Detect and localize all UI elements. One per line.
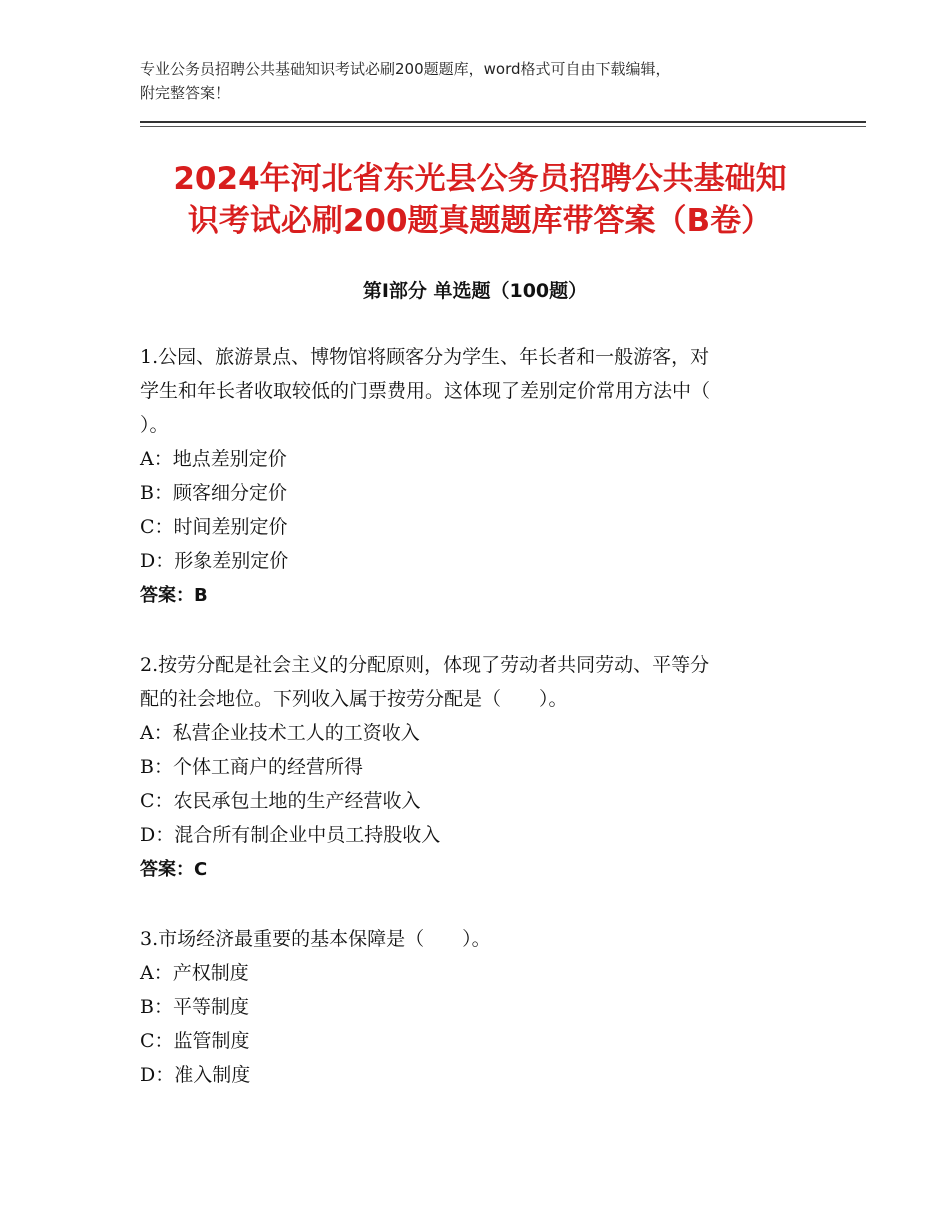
option-b: B：顾客细分定价 xyxy=(140,482,287,504)
answer-label: 答案：B xyxy=(140,585,208,606)
option-a: A：产权制度 xyxy=(140,962,249,984)
option-c: C：监管制度 xyxy=(140,1030,250,1052)
option-d: D：混合所有制企业中员工持股收入 xyxy=(140,824,441,846)
question-2 xyxy=(140,648,820,888)
question-stem-line: 3.市场经济最重要的基本保障是（ ）。 xyxy=(140,928,491,950)
option-a: A：私营企业技术工人的工资收入 xyxy=(140,722,420,744)
question-stem-line: 1.公园、旅游景点、博物馆将顾客分为学生、年长者和一般游客，对 xyxy=(140,346,710,368)
header-note xyxy=(140,57,820,105)
header-note-line-1: 专业公务员招聘公共基础知识考试必刷200题题库，word格式可自由下载编辑， xyxy=(140,60,671,78)
option-a: A：地点差别定价 xyxy=(140,448,287,470)
option-c: C：时间差别定价 xyxy=(140,516,288,538)
question-stem-line: 学生和年长者收取较低的门票费用。这体现了差别定价常用方法中（ xyxy=(140,380,711,402)
option-b: B：平等制度 xyxy=(140,996,249,1018)
header-rule-thick xyxy=(140,121,866,123)
title-line-2: 识考试必刷200题真题题库带答案（B卷） xyxy=(187,203,773,239)
title-line-1: 2024年河北省东光县公务员招聘公共基础知 xyxy=(173,161,787,197)
question-3 xyxy=(140,922,820,1092)
header-rule-thin xyxy=(140,126,866,127)
document-title xyxy=(130,158,830,242)
question-1 xyxy=(140,340,820,614)
header-note-line-2: 附完整答案！ xyxy=(140,84,231,102)
answer-label: 答案：C xyxy=(140,859,208,880)
question-stem-line: 2.按劳分配是社会主义的分配原则，体现了劳动者共同劳动、平等分 xyxy=(140,654,710,676)
option-b: B：个体工商户的经营所得 xyxy=(140,756,363,778)
option-d: D：形象差别定价 xyxy=(140,550,289,572)
question-stem-line: 配的社会地位。下列收入属于按劳分配是（ ）。 xyxy=(140,688,568,710)
option-c: C：农民承包土地的生产经营收入 xyxy=(140,790,421,812)
question-stem-line: ）。 xyxy=(140,414,169,436)
section-heading: 第Ⅰ部分 单选题（100题） xyxy=(362,280,588,302)
option-d: D：准入制度 xyxy=(140,1064,251,1086)
